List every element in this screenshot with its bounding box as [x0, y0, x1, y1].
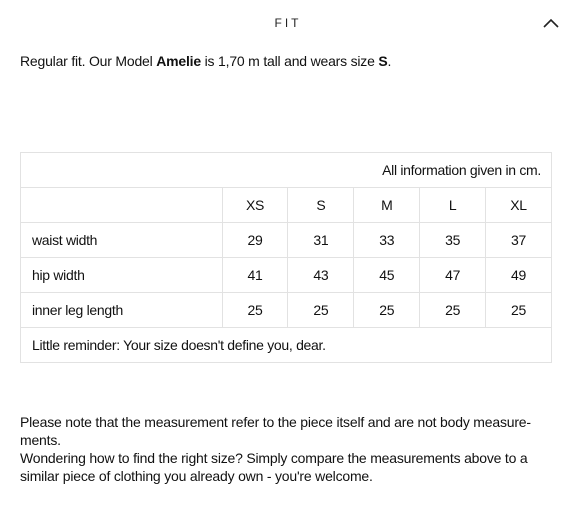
- section-title: FIT: [274, 16, 302, 30]
- table-cell: 25: [420, 293, 486, 328]
- table-cell: 37: [486, 223, 552, 258]
- table-cell: 45: [354, 258, 420, 293]
- fit-section-header[interactable]: [0, 0, 576, 46]
- size-header-m: M: [354, 188, 420, 223]
- size-reminder: Little reminder: Your size doesn't define you, dear.: [21, 328, 552, 363]
- units-info: All information given in cm.: [21, 153, 552, 188]
- note-measurement-disclaimer: Please note that the measurement refer to the piece itself and are not body measure-ments.: [20, 414, 531, 448]
- table-row: [21, 258, 552, 293]
- table-row: [21, 293, 552, 328]
- table-cell: 31: [288, 223, 354, 258]
- table-cell: 43: [288, 258, 354, 293]
- table-cell: 25: [288, 293, 354, 328]
- table-cell: 41: [222, 258, 288, 293]
- measurement-note: [20, 413, 556, 485]
- reminder-row: [21, 328, 552, 363]
- intro-middle: is 1,70 m tall and wears size: [200, 53, 379, 69]
- size-header-s: S: [288, 188, 354, 223]
- table-cell: 49: [486, 258, 552, 293]
- size-chart-table: [20, 152, 552, 363]
- table-cell: 29: [222, 223, 288, 258]
- table-cell: 35: [420, 223, 486, 258]
- table-info-row: [21, 153, 552, 188]
- table-cell: 25: [354, 293, 420, 328]
- table-row: [21, 223, 552, 258]
- table-cell: 25: [222, 293, 288, 328]
- size-header-xs: XS: [222, 188, 288, 223]
- model-fit-description: [20, 53, 391, 69]
- intro-suffix: .: [387, 53, 392, 69]
- row-label-inner-leg-length: inner leg length: [21, 293, 223, 328]
- model-name: Amelie: [156, 53, 201, 69]
- size-header-row: [21, 188, 552, 223]
- chevron-up-icon[interactable]: [542, 17, 560, 29]
- table-cell: 25: [486, 293, 552, 328]
- intro-prefix: Regular fit. Our Model: [20, 53, 157, 69]
- model-size: S: [378, 53, 388, 69]
- table-cell: 33: [354, 223, 420, 258]
- note-size-advice: Wondering how to find the right size? Simply compare the measurements above to a similar piece of clothing you already own - you're welcome.: [20, 450, 528, 484]
- row-label-hip-width: hip width: [21, 258, 223, 293]
- table-cell: 47: [420, 258, 486, 293]
- row-label-waist-width: waist width: [21, 223, 223, 258]
- empty-header-cell: [21, 188, 223, 223]
- size-header-xl: XL: [486, 188, 552, 223]
- size-header-l: L: [420, 188, 486, 223]
